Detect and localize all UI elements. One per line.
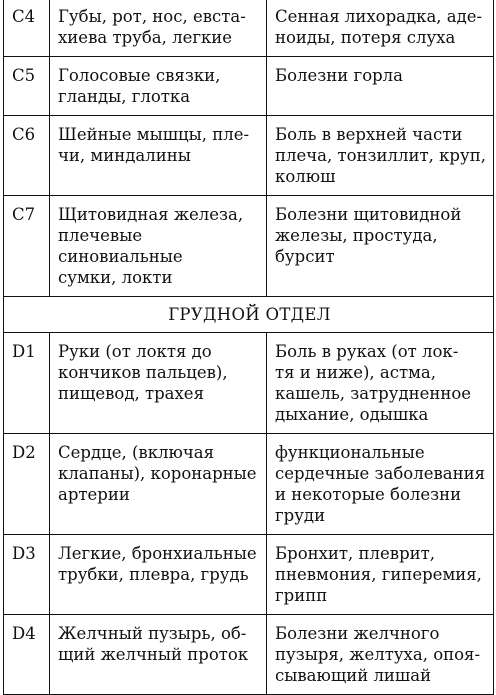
diseases-cell: Бронхит, плеврит, пневмония, гиперемия, грипп bbox=[267, 535, 494, 615]
organs-cell: Шейные мышцы, пле- чи, миндалины bbox=[50, 116, 267, 196]
section-header-row bbox=[4, 297, 494, 333]
vertebra-code: C5 bbox=[4, 57, 50, 116]
vertebra-code: D2 bbox=[4, 434, 50, 535]
table-row bbox=[4, 434, 494, 535]
section-title: ГРУДНОЙ ОТДЕЛ bbox=[4, 297, 494, 333]
organs-cell: Щитовидная железа, плечевые синовиальные сумки, локти bbox=[50, 196, 267, 297]
diseases-cell: Боль в верхней части плеча, тонзиллит, круп, колюш bbox=[267, 116, 494, 196]
diseases-cell: функциональные сердечные заболевания и некоторые болезни груди bbox=[267, 434, 494, 535]
vertebra-code: D1 bbox=[4, 333, 50, 434]
diseases-cell: Болезни щитовидной железы, простуда, бурсит bbox=[267, 196, 494, 297]
table-row bbox=[4, 615, 494, 695]
organs-cell: Руки (от локтя до кончиков пальцев), пищевод, трахея bbox=[50, 333, 267, 434]
diseases-cell: Сенная лихорадка, аде- ноиды, потеря слуха bbox=[267, 0, 494, 57]
table-row bbox=[4, 0, 494, 57]
vertebra-code: C6 bbox=[4, 116, 50, 196]
diseases-cell: Болезни желчного пузыря, желтуха, опоя- сывающий лишай bbox=[267, 615, 494, 695]
organs-cell: Губы, рот, нос, евста- хиева труба, легкие bbox=[50, 0, 267, 57]
table-row bbox=[4, 535, 494, 615]
table-row bbox=[4, 57, 494, 116]
table-row bbox=[4, 196, 494, 297]
diseases-cell: Боль в руках (от лок- тя и ниже), астма, кашель, затрудненное дыхание, одышка bbox=[267, 333, 494, 434]
organs-cell: Легкие, бронхиальные трубки, плевра, грудь bbox=[50, 535, 267, 615]
vertebrae-table bbox=[3, 0, 494, 695]
vertebra-code: C7 bbox=[4, 196, 50, 297]
vertebra-code: D4 bbox=[4, 615, 50, 695]
table-row bbox=[4, 333, 494, 434]
organs-cell: Сердце, (включая клапаны), коронарные артерии bbox=[50, 434, 267, 535]
organs-cell: Желчный пузырь, об- щий желчный проток bbox=[50, 615, 267, 695]
vertebra-code: D3 bbox=[4, 535, 50, 615]
diseases-cell: Болезни горла bbox=[267, 57, 494, 116]
table-row bbox=[4, 116, 494, 196]
organs-cell: Голосовые связки, гланды, глотка bbox=[50, 57, 267, 116]
vertebra-code: C4 bbox=[4, 0, 50, 57]
